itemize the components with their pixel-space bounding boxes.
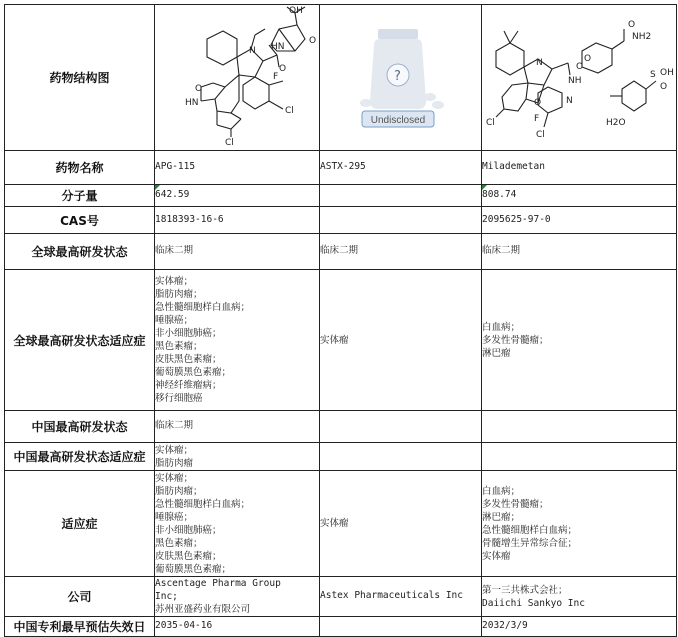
svg-text:NH: NH xyxy=(568,76,582,86)
svg-text:O: O xyxy=(584,54,592,64)
cell-ci-milademetan xyxy=(482,443,677,471)
cell-pe-astx295 xyxy=(320,617,482,637)
svg-text:O: O xyxy=(660,82,668,92)
question-mark-icon xyxy=(360,29,444,109)
cell-ind-astx295 xyxy=(320,471,482,577)
company-list: Ascentage Pharma Group Inc; 苏州亚盛药业有限公司 xyxy=(155,578,281,615)
cell-gi-apg115 xyxy=(155,270,320,411)
header-cas: CAS号 xyxy=(5,207,155,234)
company-list: 第一三共株式会社； Daiichi Sankyo Inc xyxy=(482,584,585,609)
cell-ci-apg115 xyxy=(155,443,320,471)
svg-text:O: O xyxy=(195,84,203,94)
svg-text:O: O xyxy=(279,64,287,74)
svg-text:H2O: H2O xyxy=(606,118,626,128)
cell-gs-milademetan: 临床二期 xyxy=(482,234,677,270)
header-global-indications: 全球最高研发状态适应症 xyxy=(5,270,155,411)
cell-gs-astx295: 临床二期 xyxy=(320,234,482,270)
number-stored-as-text-marker xyxy=(482,185,487,190)
cell-gi-milademetan xyxy=(482,270,677,411)
header-china-status: 中国最高研发状态 xyxy=(5,411,155,443)
cell-cas-milademetan: 2095625-97-0 xyxy=(482,207,677,234)
cell-cs-milademetan xyxy=(482,411,677,443)
header-company: 公司 xyxy=(5,577,155,617)
svg-text:S: S xyxy=(650,70,656,80)
header-structure: 药物结构图 xyxy=(5,5,155,151)
cell-cas-astx295 xyxy=(320,207,482,234)
indication-list: 白血病； 多发性骨髓瘤； 淋巴瘤 xyxy=(482,321,549,359)
cell-cas-apg115: 1818393-16-6 xyxy=(155,207,320,234)
svg-text:O: O xyxy=(576,62,584,72)
row-china-indications xyxy=(5,443,677,471)
svg-text:N: N xyxy=(566,96,573,106)
drug-comparison-table xyxy=(4,4,677,637)
svg-text:N: N xyxy=(249,46,256,56)
indication-list: 实体瘤； 脂肪肉瘤； 急性髓细胞样白血病； 唾腺癌； 非小细胞肺癌； 黑色素瘤； 皮肤黑色素瘤； 葡萄膜黑色素瘤； xyxy=(155,472,251,575)
header-indications: 适应症 xyxy=(5,471,155,577)
cell-mw-astx295 xyxy=(320,185,482,207)
structure-apg115 xyxy=(155,5,320,151)
svg-text:HN: HN xyxy=(185,98,199,108)
cell-co-apg115 xyxy=(155,577,320,617)
chemical-structure-milademetan xyxy=(482,5,676,147)
svg-text:Cl: Cl xyxy=(225,138,234,147)
cell-ind-milademetan xyxy=(482,471,677,577)
svg-text:O: O xyxy=(309,36,317,46)
cell-co-astx295: Astex Pharmaceuticals Inc xyxy=(320,577,482,617)
header-drug-name: 药物名称 xyxy=(5,151,155,185)
svg-text:N: N xyxy=(536,58,543,68)
svg-text:Cl: Cl xyxy=(536,130,545,140)
svg-text:O: O xyxy=(628,20,636,30)
cell-cs-apg115: 临床二期 xyxy=(155,411,320,443)
svg-text:HN: HN xyxy=(271,42,285,52)
row-global-indications xyxy=(5,270,677,411)
row-indications xyxy=(5,471,677,577)
cell-pe-milademetan: 2032/3/9 xyxy=(482,617,677,637)
header-china-indications: 中国最高研发状态适应症 xyxy=(5,443,155,471)
header-mol-weight: 分子量 xyxy=(5,185,155,207)
row-drug-name xyxy=(5,151,677,185)
indication-list: 实体瘤； 脂肪肉瘤 xyxy=(155,444,194,469)
row-patent-expiry xyxy=(5,617,677,637)
cell-cs-astx295 xyxy=(320,411,482,443)
row-structure xyxy=(5,5,677,151)
header-patent-expiry: 中国专利最早预估失效日 xyxy=(5,617,155,637)
row-company xyxy=(5,577,677,617)
cell-pe-apg115: 2035-04-16 xyxy=(155,617,320,637)
number-stored-as-text-marker xyxy=(155,185,160,190)
structure-astx295 xyxy=(320,5,482,151)
svg-text:F: F xyxy=(273,72,279,82)
cell-gs-apg115: 临床二期 xyxy=(155,234,320,270)
chemical-structure-apg115 xyxy=(155,5,319,147)
cell-name-astx295: ASTX-295 xyxy=(320,151,482,185)
undisclosed-label: Undisclosed xyxy=(370,115,426,126)
svg-text:F: F xyxy=(534,114,540,124)
mw-value: 808.74 xyxy=(482,189,517,201)
indication-list: 实体瘤； 脂肪肉瘤； 急性髓细胞样白血病； 唾腺癌； 非小细胞肺癌； 黑色素瘤； 皮肤黑色素瘤； 葡萄膜黑色素瘤； 神经纤维瘤病； 移行细胞癌 xyxy=(155,276,251,404)
cell-mw-apg115 xyxy=(155,185,320,207)
cell-ind-apg115 xyxy=(155,471,320,577)
indication-list: 白血病； 多发性骨髓瘤； 淋巴瘤； 急性髓细胞样白血病； 骨髓增生异常综合征； 实体瘤 xyxy=(482,485,578,562)
cell-ci-astx295 xyxy=(320,443,482,471)
undisclosed-placeholder xyxy=(320,5,482,147)
indication-list: 实体瘤 xyxy=(320,518,349,529)
cell-mw-milademetan xyxy=(482,185,677,207)
svg-text:Cl: Cl xyxy=(486,118,495,128)
row-china-status xyxy=(5,411,677,443)
cell-name-milademetan: Milademetan xyxy=(482,151,677,185)
cell-name-apg115: APG-115 xyxy=(155,151,320,185)
svg-text:?: ? xyxy=(394,69,401,84)
svg-text:OH: OH xyxy=(660,68,674,78)
row-global-status xyxy=(5,234,677,270)
indication-list: 实体瘤 xyxy=(320,334,349,346)
svg-text:NH2: NH2 xyxy=(632,32,652,42)
row-mol-weight xyxy=(5,185,677,207)
svg-text:Cl: Cl xyxy=(285,106,294,116)
svg-text:O: O xyxy=(534,98,542,108)
row-cas xyxy=(5,207,677,234)
mw-value: 642.59 xyxy=(155,189,190,201)
cell-co-milademetan xyxy=(482,577,677,617)
header-global-status: 全球最高研发状态 xyxy=(5,234,155,270)
cell-gi-astx295 xyxy=(320,270,482,411)
structure-milademetan xyxy=(482,5,677,151)
svg-text:OH: OH xyxy=(289,6,303,16)
